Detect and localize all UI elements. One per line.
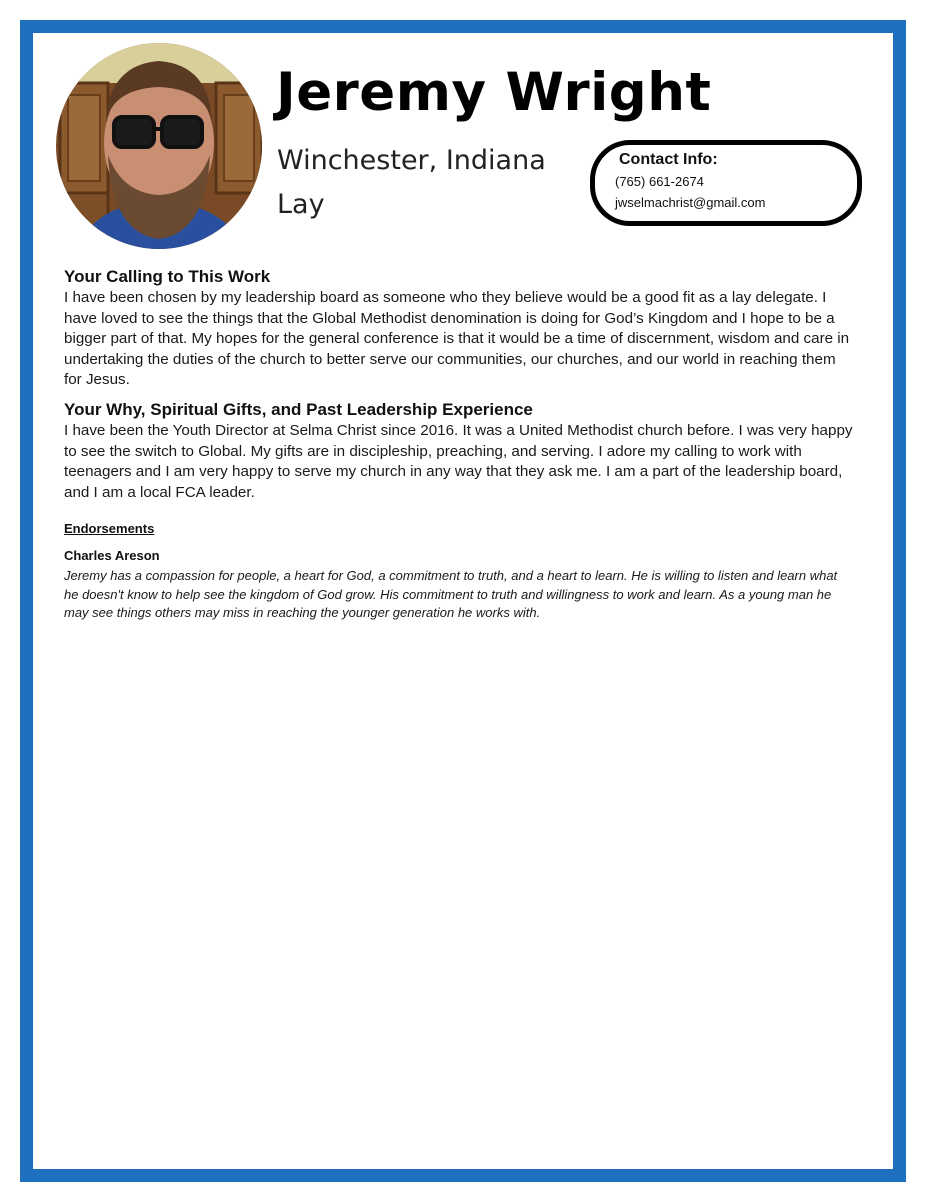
- calling-heading: Your Calling to This Work: [64, 267, 271, 286]
- endorser-name: Charles Areson: [64, 548, 160, 564]
- experience-heading: Your Why, Spiritual Gifts, and Past Leadership Experience: [64, 399, 533, 419]
- calling-body: I have been chosen by my leadership board as someone who they believe would be a good fit as a lay delegate. I have loved to see the things that the Global Methodist denomination is doing for God’s Kingdom and I hope to be a bigger part of that. My hopes for the general conference is that it would be a time of discernment, wisdom and care in undertaking the duties of the church to better serve our communities, our churches, and our world in reaching them for Jesus.: [64, 289, 850, 389]
- endorsements-heading: Endorsements: [64, 521, 155, 537]
- contact-phone: (765) 661-2674: [615, 174, 704, 189]
- experience-body: I have been the Youth Director at Selma Christ since 2016. It was a United Methodist church before. I was very happy to see the switch to Global. My gifts are in discipleship, preaching, and serving. I adore my calling to work with teenagers and I am very happy to serve my church in any way that they ask me. I am a part of the leadership board, and I am a local FCA leader.: [64, 421, 853, 501]
- candidate-location: Winchester, Indiana: [277, 145, 546, 176]
- endorsement-text: Jeremy has a compassion for people, a heart for God, a commitment to truth, and a heart to learn. He is willing to listen and learn what he doesn't know to help see the kingdom of God grow. His commitment to truth and willingness to work and learn. As a young man he may see things others may miss in reaching the younger generation he works with.: [64, 568, 838, 620]
- contact-title: Contact Info:: [619, 151, 718, 168]
- candidate-role: Lay: [277, 189, 325, 220]
- candidate-name: Jeremy Wright: [276, 62, 712, 123]
- profile-photo: [56, 43, 262, 249]
- contact-email: jwselmachrist@gmail.com: [615, 195, 766, 210]
- main-content: [64, 266, 854, 622]
- contact-box: [590, 140, 862, 226]
